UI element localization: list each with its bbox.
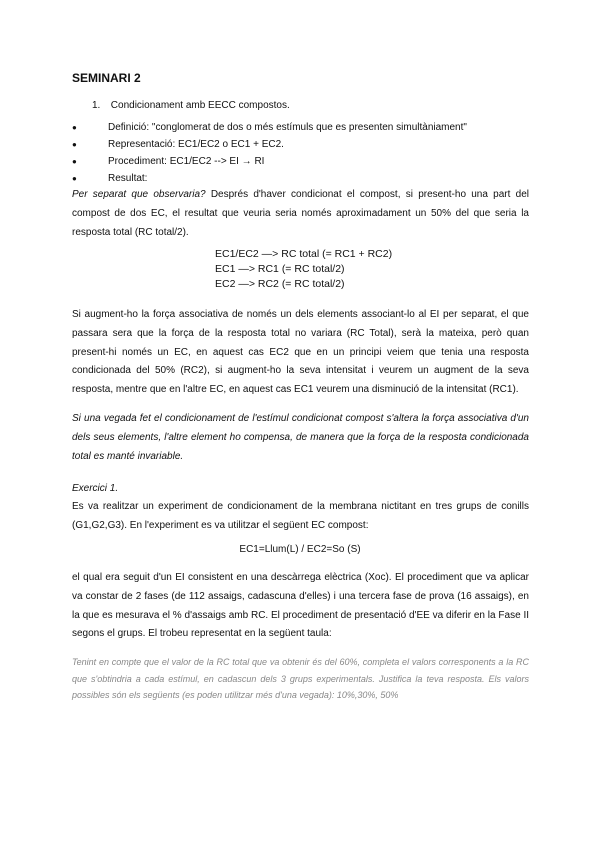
item-text: Condicionament amb EECC compostos.: [110, 100, 290, 111]
bullet-item: [72, 136, 532, 153]
numbered-item: [92, 100, 290, 111]
exercise-heading: Exercici 1.: [72, 483, 119, 494]
bullet-icon: ●: [72, 140, 77, 149]
bullet-text: Resultat:: [108, 173, 148, 184]
paragraph-procedure: el qual era seguit d'un EI consistent en una descàrrega elèctrica (Xoc). El procediment que va aplicar va constar de 2 fases (de 112 assaigs, cadascuna d'elles) i una tercera fase de prova (16 assaigs), en la que es mesurava el % d'assaigs amb RC. El procediment de presentació d'EE va diferir en la Fase II segons el grups. El trobeu representat en la següent taula:: [72, 572, 529, 640]
formula-block: [215, 247, 392, 293]
bullet-text: Definició: "conglomerat de dos o més estímuls que es presenten simultàniament": [108, 122, 467, 133]
formula-line: EC1/EC2 —> RC total (= RC1 + RC2): [215, 248, 393, 260]
page-title: SEMINARI 2: [72, 71, 141, 85]
bullet-item: [72, 119, 532, 136]
bullet-icon: ●: [72, 157, 77, 166]
italic-conclusion: Si una vegada fet el condicionament de l'estímul condicionat compost s'altera la força associativa d'un dels seus elements, l'altre element ho compensa, de manera que la força de la resposta condicionada total es manté invariable.: [72, 413, 529, 462]
italic-question: Per separat que observaria?: [72, 189, 206, 200]
bullet-list: [72, 119, 532, 187]
bullet-text: Representació: EC1/EC2 o EC1 + EC2.: [108, 139, 284, 150]
paragraph-conclusion: [72, 410, 529, 466]
paragraph-exercise: Es va realitzar un experiment de condicionament de la membrana nictitant en tres grups de conills (G1,G2,G3). En l'experiment es va utilitzar el següent EC compost:: [72, 501, 529, 531]
paragraph-explanation: Si augment-ho la força associativa de només un dels elements associant-lo al EI per separat, el que passara sera que la força de la resposta total no variara (RC Total), serà la mateixa, però quan present-hi només un EC, en aquest cas EC2 que en un principi veiem que tenia una resposta condicionada del 50% (RC2), si augment-ho la seva intensitat i veurem un augment de la seva resposta, mentre que en l'altre EC, en aquest cas EC1 veurem una disminució de la intensitat (RC1).: [72, 309, 529, 396]
item-number: 1.: [92, 100, 101, 111]
formula-line: EC1 —> RC1 (= RC total/2): [215, 263, 345, 276]
exercise-note: Tenint en compte que el valor de la RC total que va obtenir és del 60%, completa el valors corresponents a la RC que s'obtindria a cada estímul, en cadascun dels 3 grups experimentals. Justifica la teva resposta. Els valors possibles són els següents (es poden utilitzar més d'una vegada): 10%,30%, 50%: [72, 657, 529, 700]
paragraph-text: Després d'haver condicionat el compost, si present-ho una part del compost de dos EC, el resultat que veuria seria només aproximadament un 50% del que seria la resposta total (RC total/2).: [72, 189, 529, 238]
bullet-icon: ●: [72, 174, 77, 183]
paragraph-result: [72, 186, 529, 242]
formula-line: EC2 —> RC2 (= RC total/2): [215, 278, 345, 291]
bullet-item: [72, 153, 532, 170]
compound-stimulus-formula: EC1=Llum(L) / EC2=So (S): [239, 544, 361, 555]
bullet-icon: ●: [72, 123, 77, 132]
bullet-item: [72, 170, 532, 187]
bullet-text: Procediment: EC1/EC2 --> EI → RI: [108, 156, 265, 167]
